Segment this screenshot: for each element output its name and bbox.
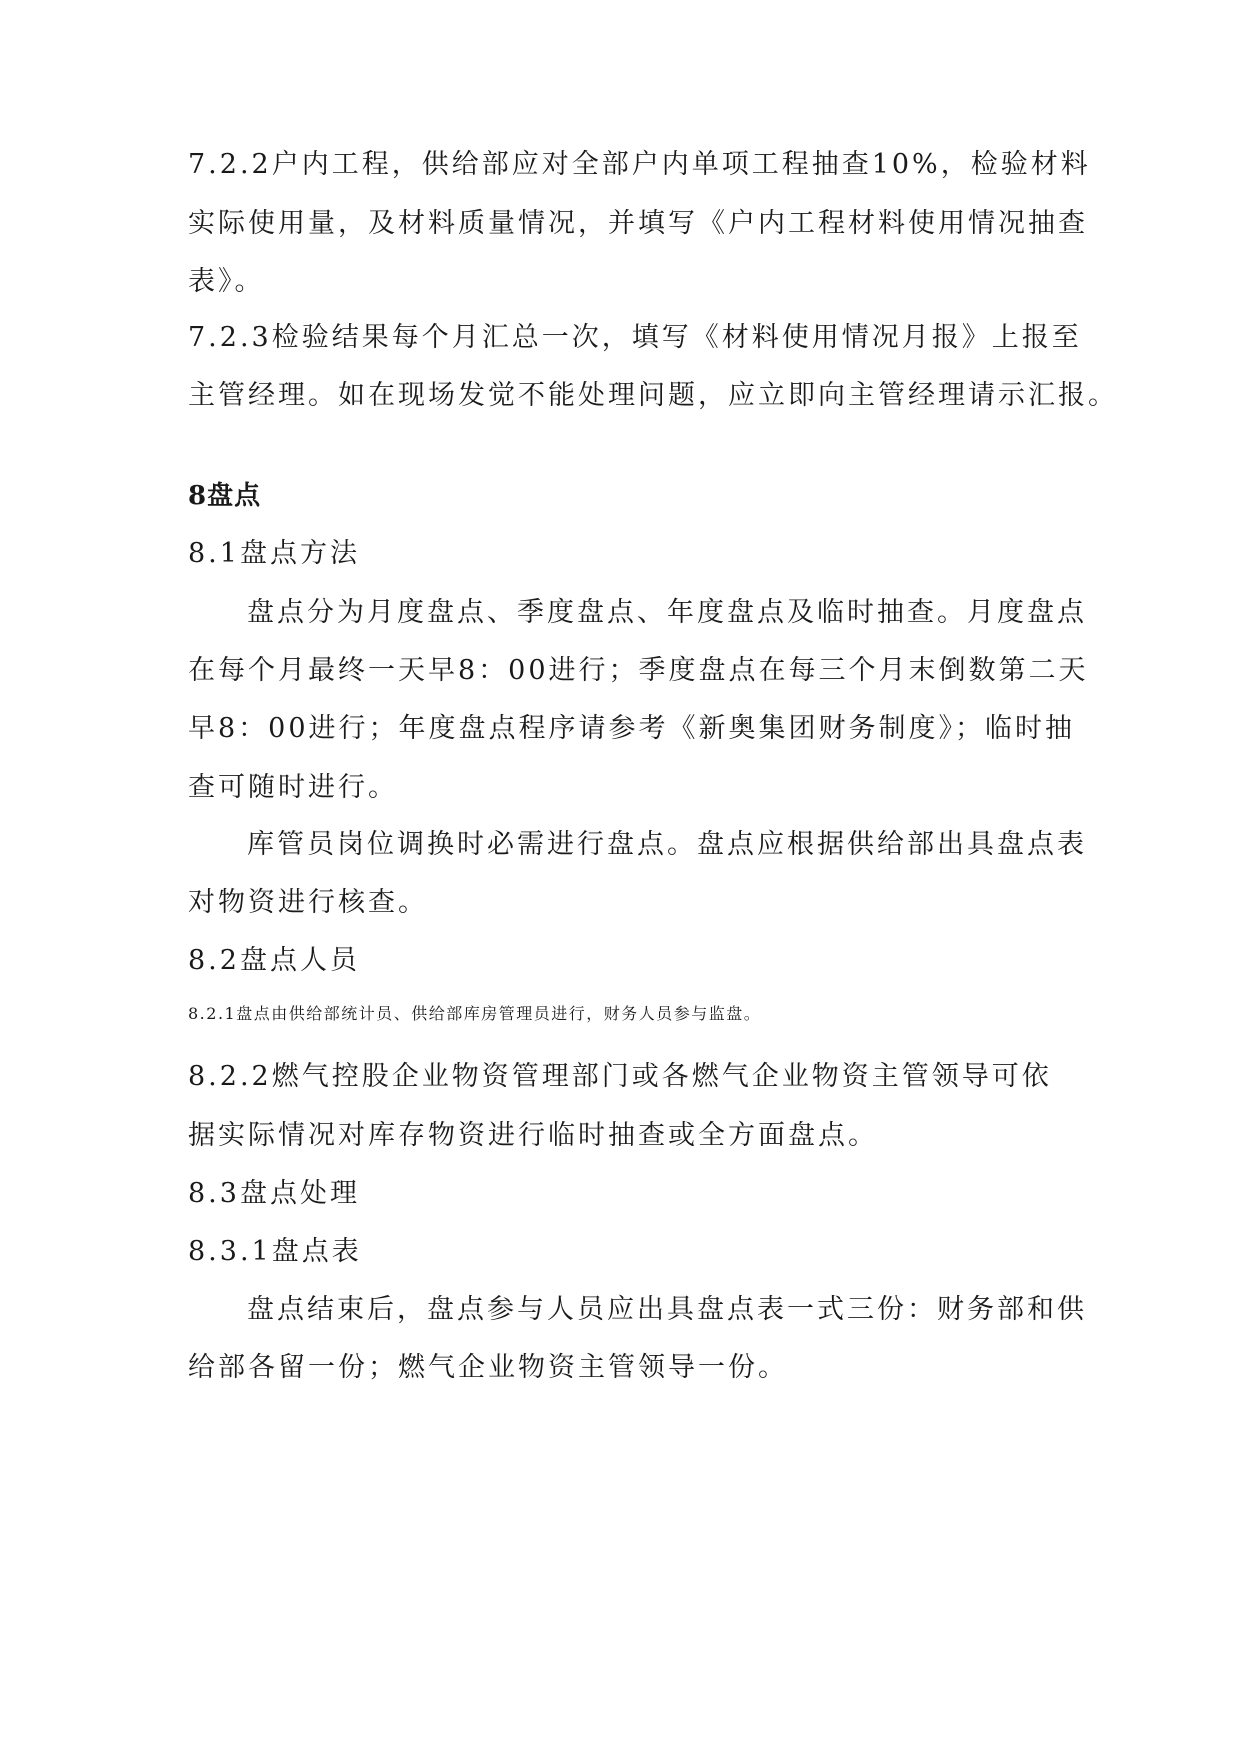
subsection-heading: 8.1盘点方法: [188, 538, 360, 569]
paragraph-line: 对物资进行核查。: [188, 887, 428, 918]
paragraph-line: 库管员岗位调换时必需进行盘点。盘点应根据供给部出具盘点表: [247, 829, 1087, 860]
text-line: 据实际情况对库存物资进行临时抽查或全方面盘点。: [188, 1120, 878, 1151]
text-line: 实际使用量，及材料质量情况，并填写《户内工程材料使用情况抽查: [188, 208, 1088, 239]
subsection-heading: 8.3.1盘点表: [188, 1236, 362, 1267]
small-text-line: 8.2.1盘点由供给部统计员、供给部库房管理员进行，财务人员参与监盘。: [188, 1004, 762, 1023]
text-line: 主管经理。如在现场发觉不能处理问题，应立即向主管经理请示汇报。: [188, 380, 1118, 411]
subsection-heading: 8.2盘点人员: [188, 945, 360, 976]
text-line: 表》。: [188, 266, 265, 297]
text-line: 8.2.2燃气控股企业物资管理部门或各燃气企业物资主管领导可依: [188, 1061, 1052, 1092]
text-line: 7.2.2户内工程，供给部应对全部户内单项工程抽查10%，检验材料: [188, 149, 1091, 180]
paragraph-line: 盘点结束后，盘点参与人员应出具盘点表一式三份：财务部和供: [247, 1294, 1087, 1325]
paragraph-line: 在每个月最终一天早8：00进行；季度盘点在每三个月末倒数第二天: [188, 655, 1089, 686]
paragraph-line: 盘点分为月度盘点、季度盘点、年度盘点及临时抽查。月度盘点: [247, 597, 1087, 628]
paragraph-line: 早8：00进行；年度盘点程序请参考《新奥集团财务制度》；临时抽: [188, 713, 1076, 744]
paragraph-line: 查可随时进行。: [188, 772, 398, 803]
subsection-heading: 8.3盘点处理: [188, 1178, 360, 1209]
paragraph-line: 给部各留一份；燃气企业物资主管领导一份。: [188, 1352, 788, 1383]
text-line: 7.2.3检验结果每个月汇总一次，填写《材料使用情况月报》上报至: [188, 322, 1082, 353]
section-heading: 8盘点: [188, 481, 262, 511]
